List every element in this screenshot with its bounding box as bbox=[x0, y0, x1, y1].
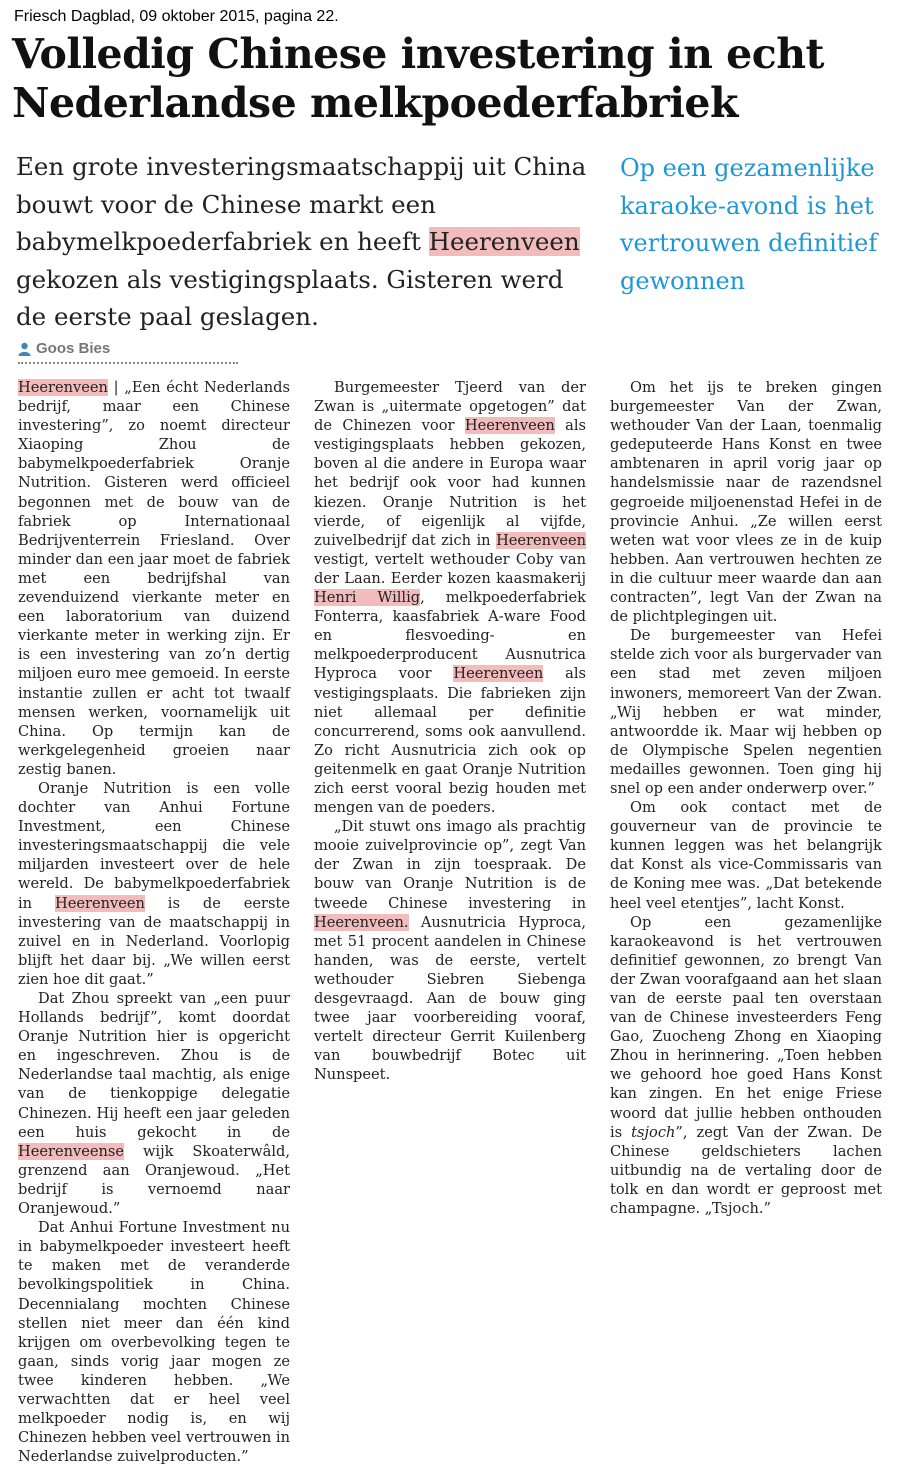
article-paragraph: Dat Zhou spreekt van „een puur Hollands bedrijf”, komt doordat Oranje Nutrition hier is opgericht en ingeschreven. Zhou is de Nederlandse taal machtig, als enige van de tienkoppige delegatie Chinezen. Hij heeft een jaar geleden een huis gekocht in de Heerenveense wijk Skoaterwâld, grenzend aan Oranjewoud. „Het bedrijf is vernoemd naar Oranjewoud.” bbox=[18, 990, 290, 1218]
highlighted-term: Heerenveen bbox=[464, 417, 555, 435]
article-paragraph: Om ook contact met de gouverneur van de provincie te kunnen leggen was het belangrijk dat Konst als vice-Commissaris van de Koning mee was. „Dat betekende heel veel etentjes”, lacht Konst. bbox=[610, 799, 882, 912]
article-paragraph: Op een gezamenlijke karaokeavond is het vertrouwen definitief gewonnen, zo brengt Van der Zwan voorafgaand aan het slaan van de eerste paal ten overstaan van de Chinese investeerders Feng Gao, Zuocheng Zhong en Xiaoping Zhou in herinnering. „Toen hebben we gehoord hoe goed Hans Konst kan zingen. En het enige Friese woord dat jullie hebben onthouden is tsjoch”, zegt Van der Zwan. De Chinese geldschieters lachen uitbundig na de vertaling door de tolk en dan wordt er geproost met champagne. „Tsjoch.” bbox=[610, 913, 882, 1218]
article-paragraph: „Dit stuwt ons imago als prachtig mooie zuivelprovincie op”, zegt Van der Zwan in zijn toespraak. De bouw van Oranje Nutrition is de tweede Chinese investering in Heerenveen. Ausnutricia Hyproca, met 51 procent aandelen in Chinese handen, was de eerste, vertelt wethouder Siebren Siebenga desgevraagd. Aan de bouw ging twee jaar voorbereiding vooraf, vertelt directeur Gerrit Kuilenberg van bouwbedrijf Botec uit Nunspeet. bbox=[314, 818, 586, 1084]
article-paragraph: Dat Anhui Fortune Investment nu in babymelkpoeder investeert heeft te maken met de veranderde bevolkingspolitiek in China. Decennialang mochten Chinese stellen niet meer dan één kind krijgen om overbevolking tegen te gaan, sinds vorig jaar mogen ze twee kinderen hebben. „We verwachtten dat er heel veel melkpoeder nodig is, en wij Chinezen hebben veel vertrouwen in Nederlandse zuivelproducten.” bbox=[18, 1219, 290, 1466]
dateline: Heerenveen bbox=[18, 379, 108, 396]
highlighted-term: Heerenveense bbox=[18, 1142, 125, 1160]
source-line: Friesch Dagblad, 09 oktober 2015, pagina 22. bbox=[14, 8, 339, 25]
article-paragraph: De burgemeester van Hefei stelde zich voor als burgervader van een stad met zeven miljoen inwoners, memoreert Van der Zwan. „Wij hebben er wat minder, antwoordde ik. Maar wij hebben op de Olympische Spelen negentien medailles gewonnen. Toen ging hij snel op een ander onderwerp over.” bbox=[610, 627, 882, 797]
lead-paragraph bbox=[16, 148, 596, 336]
highlighted-term: Henri Willig bbox=[314, 589, 421, 607]
byline bbox=[18, 340, 110, 357]
headline: Volledig Chinese investering in echt Nederlandse melkpoederfabriek bbox=[12, 30, 824, 127]
article-paragraph: Burgemeester Tjeerd van der Zwan is „uitermate opgetogen” dat de Chinezen voor Heerenveen als vestigingsplaats hebben gekozen, boven al die andere in Europa waar het bedrijf ook voor had kunnen kiezen. Oranje Nutrition is het vierde, of eigenlijk al vijfde, zuivelbedrijf dat zich in Heerenveen vestigt, vertelt wethouder Coby van der Laan. Eerder kozen kaasmakerij Henri Willig, melkpoederfabriek Fonterra, kaasfabriek A-ware Food en flesvoeding- en melkpoederproducent Ausnutrica Hyproca voor Heerenveen als vestigingsplaats. Die fabrieken zijn niet allemaal per definitie concurrerend, soms ook aanvullend. Zo richt Ausnutricia zich ook op geitenmelk en gaat Oranje Nutrition zich eerst vooral bezig houden met mengen van de poeders. bbox=[314, 379, 586, 817]
lead-text-1: Een grote investeringsmaatschappij uit China bouwt voor de Chinese markt een babymelkpoederfabriek en heeft bbox=[16, 152, 587, 256]
highlighted-term: Heerenveen bbox=[428, 227, 580, 256]
byline-author: Goos Bies bbox=[36, 340, 111, 357]
highlighted-term: Heerenveen. bbox=[314, 913, 409, 931]
article-column-1 bbox=[18, 378, 290, 1466]
article-paragraph: Heerenveen | „Een écht Nederlands bedrijf, maar een Chinese investering”, zo noemt directeur Xiaoping Zhou de babymelkpoederfabriek Oranje Nutrition. Gisteren werd officieel begonnen met de bouw van de fabriek op Internationaal Bedrijventerrein Friesland. Over minder dan een jaar moet de fabriek met een bedrijfshal van zevenduizend vierkante meter en een laboratorium van duizend vierkante meter in werking zijn. Er is een investering van zo’n dertig miljoen euro mee gemoeid. In eerste instantie zullen er acht tot twaalf mensen werken, voornamelijk uit China. Op termijn kan de werkgelegenheid groeien naar zestig banen. bbox=[18, 379, 290, 778]
byline-divider bbox=[18, 362, 238, 364]
article-column-2 bbox=[314, 378, 586, 1084]
highlighted-term: Heerenveen bbox=[54, 894, 145, 912]
person-icon bbox=[18, 342, 31, 356]
highlighted-term: Heerenveen bbox=[496, 531, 586, 549]
lead-text-2: gekozen als vestigingsplaats. Gisteren werd de eerste paal geslagen. bbox=[16, 264, 564, 331]
article-column-3 bbox=[610, 378, 882, 1218]
pull-quote: Op een gezamenlijke karaoke-avond is het vertrouwen definitief gewonnen bbox=[620, 154, 878, 295]
article-paragraph: Oranje Nutrition is een volle dochter van Anhui Fortune Investment, een Chinese investeringsmaatschappij die vele miljarden investeert over de hele wereld. De babymelkpoederfabriek in Heerenveen is de eerste investering van de maatschappij in zuivel en in Nederland. Voorlopig blijft het daar bij. „We willen eerst zien hoe dit gaat.” bbox=[18, 779, 290, 988]
highlighted-term: Heerenveen bbox=[453, 665, 544, 683]
article-paragraph: Om het ijs te breken gingen burgemeester Van der Zwan, wethouder Van der Laan, toenmalig gedeputeerde Hans Konst en twee ambtenaren in april vorig jaar op handelsmissie naar de razendsnel gegroeide miljoenenstad Hefei in de provincie Anhui. „Ze willen eerst weten wat voor vlees ze in de kuip hebben. Aan vertrouwen hechten ze in die cultuur meer waarde dan aan contracten”, legt Van der Zwan na de plichtplegingen uit. bbox=[610, 379, 882, 626]
